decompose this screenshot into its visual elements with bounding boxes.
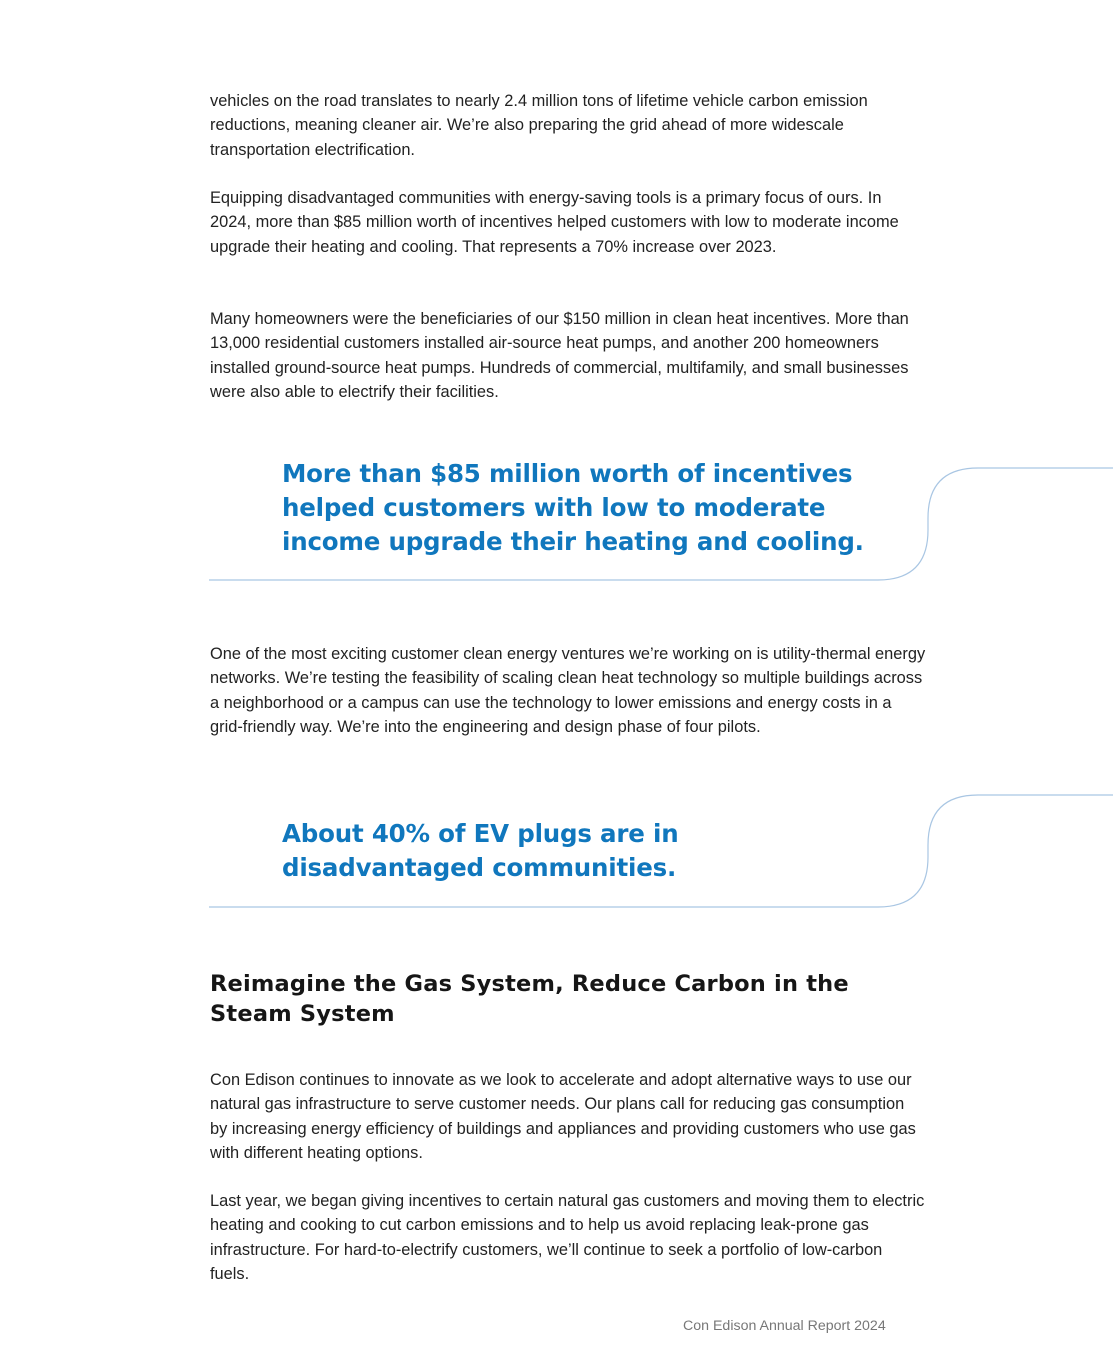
body-paragraph: Equipping disadvantaged communities with energy-saving tools is a primary focus of ours. In 2024, more than $85 million worth of incentives helped customers with low to moderate income upgrade their heating and cooling. That represents a 70% increase over 2023. [210, 189, 899, 256]
page-footer: Con Edison Annual Report 2024 [683, 1318, 886, 1334]
body-paragraph: Last year, we began giving incentives to certain natural gas customers and moving them to electric heating and cooking to cut carbon emissions and to help us avoid replacing leak-prone gas infrastructure. For hard-to-electrify customers, we’ll continue to seek a portfolio of low-carbon fuels. [210, 1192, 925, 1284]
body-paragraph: Con Edison continues to innovate as we look to accelerate and adopt alternative ways to use our natural gas infrastructure to serve customer needs. Our plans call for reducing gas consumption by increasing energy efficiency of buildings and appliances and providing customers who use gas with different heating options. [210, 1071, 916, 1163]
body-paragraph: Many homeowners were the beneficiaries of our $150 million in clean heat incentives. More than 13,000 residential customers installed air-source heat pumps, and another 200 homeowners installed ground-source heat pumps. Hundreds of commercial, multifamily, and small businesses were also able to electrify their facilities. [210, 310, 909, 402]
body-paragraph: vehicles on the road translates to nearly 2.4 million tons of lifetime vehicle carbon emission reductions, meaning cleaner air. We’re also preparing the grid ahead of more widescale transportation electrification. [210, 92, 868, 159]
pull-quote-text: More than $85 million worth of incentives helped customers with low to moderate income upgrade their heating and cooling. [282, 459, 864, 556]
body-paragraph: One of the most exciting customer clean energy ventures we’re working on is utility-thermal energy networks. We’re testing the feasibility of scaling clean heat technology so multiple buildings across a neighborhood or a campus can use the technology to lower emissions and energy costs in a grid-friendly way. We’re into the engineering and design phase of four pilots. [210, 645, 926, 737]
pull-quote-text: About 40% of EV plugs are in disadvantaged communities. [282, 819, 679, 882]
section-heading: Reimagine the Gas System, Reduce Carbon in the Steam System [210, 971, 849, 1027]
